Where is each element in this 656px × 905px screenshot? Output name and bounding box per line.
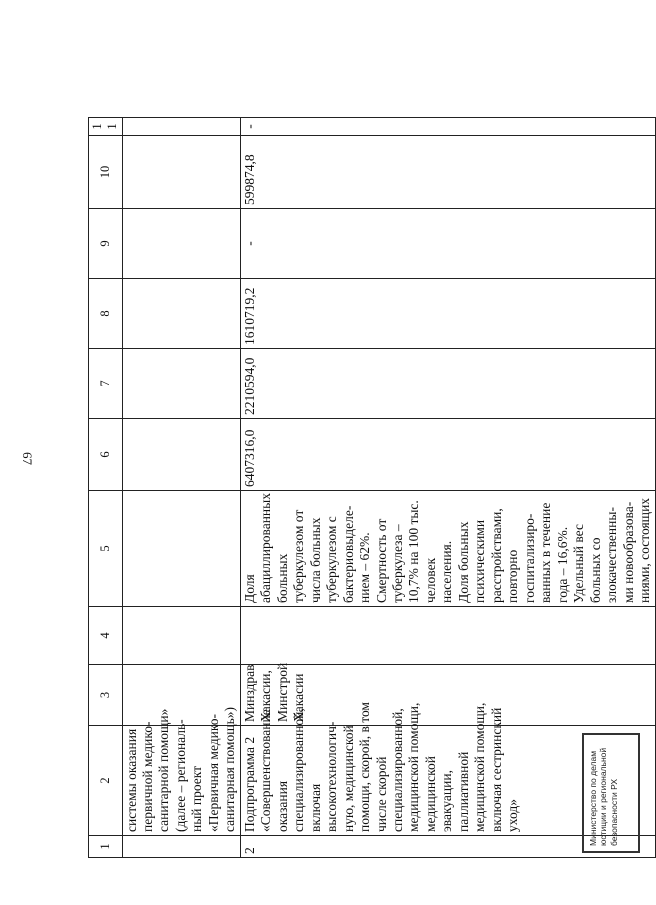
- amount-col7: 2210594,0: [240, 349, 655, 419]
- header-cell: 5: [89, 491, 123, 607]
- amount-col11: -: [240, 118, 655, 136]
- amount-col10: 599874,8: [240, 136, 655, 209]
- header-cell: 2: [89, 726, 123, 836]
- header-cell: 10: [89, 136, 123, 209]
- header-cell: 11: [89, 118, 123, 136]
- header-cell: 8: [89, 279, 123, 349]
- header-cell: 3: [89, 665, 123, 726]
- header-cell: 4: [89, 607, 123, 665]
- amount-col9: -: [240, 209, 655, 279]
- data-table: [88, 117, 656, 858]
- page-number: 67: [20, 452, 35, 465]
- ministry-stamp: Министерство по делам юстиции и региональной безопасности РХ: [582, 733, 640, 853]
- amount-total: 6407316,0: [240, 419, 655, 491]
- row-number: 2: [240, 836, 655, 858]
- subprogram-name: Подпрограмма 2 «Совершенствование оказания специализированной, включая высокотехнологич- ную, медицинской помощи, скорой, в том числе скорой специализированной, медицинской помощи, медицинской эвакуации, паллиативной медицинской помощи, включая сестринский уход»: [240, 726, 655, 836]
- header-cell: 1: [89, 836, 123, 858]
- col4-cell: [240, 607, 655, 665]
- responsible-executors: Минздрав Хакасии, Минстрой Хакасии: [240, 665, 655, 726]
- header-cell: 9: [89, 209, 123, 279]
- header-cell: 6: [89, 419, 123, 491]
- indicators-text: Доля абациллированных больных туберкулезом от числа больных туберкулезом с бактериовыделе- нием – 62%. Смертность от туберкулеза – 10,7% на 100 тыс. человек населения. Доля больных психическими расстройствами, повторно госпитализиро- ванных в течение года – 16,6%. Удельный вес больных со злокачественны- ми новообразова- ниями, состоящих: [240, 491, 655, 607]
- header-cell: 7: [89, 349, 123, 419]
- continued-program-name: системы оказания первичной медико- санитарной помощи» (далее – региональ- ный проект «Первичная медико- санитарная помощь»): [122, 726, 240, 836]
- amount-col8: 1610719,2: [240, 279, 655, 349]
- table-row-continued: [122, 118, 240, 858]
- header-row: [89, 118, 123, 858]
